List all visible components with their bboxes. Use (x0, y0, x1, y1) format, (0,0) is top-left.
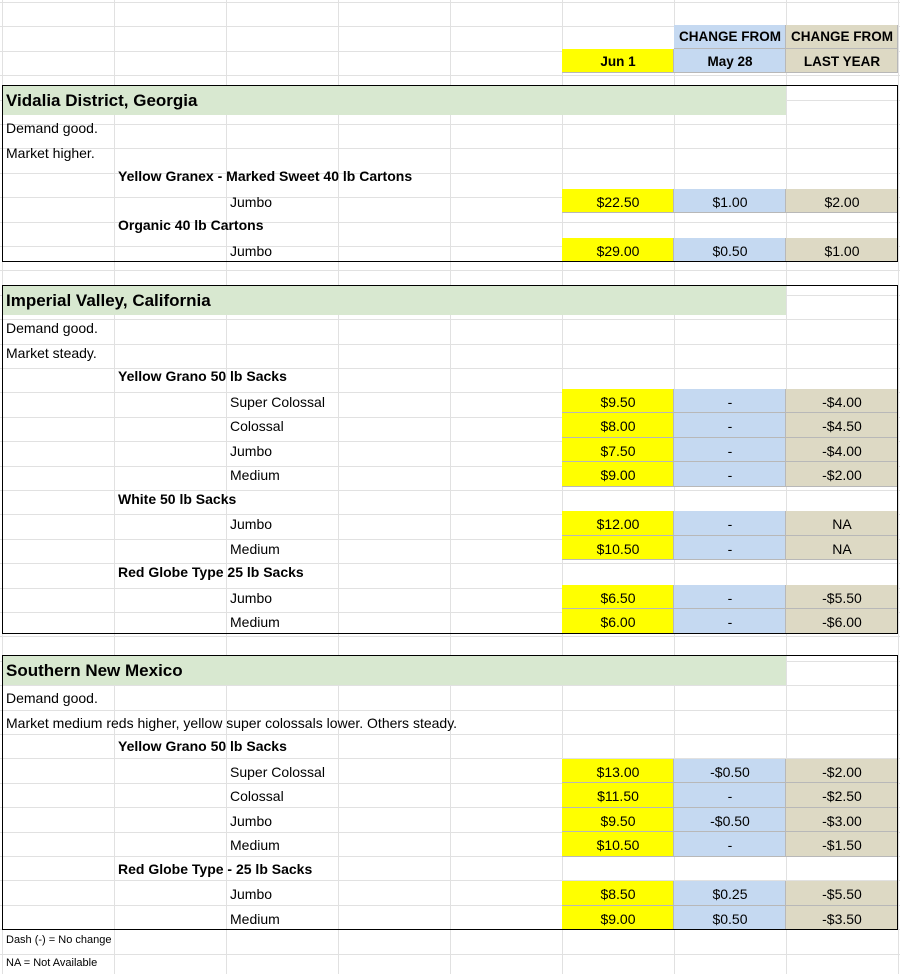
current-price: $13.00 (596, 763, 640, 780)
current-price: $9.50 (600, 812, 636, 829)
change-from-prev: - (727, 788, 733, 804)
market-note: Market steady. (6, 344, 97, 361)
change-from-prev: - (727, 467, 733, 483)
current-price: $8.00 (600, 418, 636, 434)
size-label: Jumbo (230, 886, 273, 902)
change-from-last-year: -$3.00 (822, 812, 862, 829)
header-change-prev-line2: May 28 (707, 54, 753, 69)
gridline-vertical (898, 0, 899, 974)
current-price: $29.00 (596, 242, 640, 259)
change-from-prev: -$0.50 (710, 763, 750, 780)
market-note: Demand good. (6, 120, 98, 136)
size-label: Medium (230, 467, 280, 483)
commodity-group-name: Organic 40 lb Cartons (118, 217, 264, 233)
footnote: Dash (-) = No change (6, 934, 112, 946)
current-price: $6.00 (600, 614, 636, 630)
current-price: $9.50 (600, 393, 636, 410)
change-from-prev: $0.50 (712, 910, 748, 927)
change-from-last-year: NA (832, 516, 852, 532)
commodity-group-name: Red Globe Type - 25 lb Sacks (118, 860, 313, 877)
current-price: $22.50 (596, 193, 640, 210)
size-label: Super Colossal (230, 763, 325, 780)
change-from-last-year: -$5.50 (822, 886, 862, 902)
commodity-group-name: Yellow Granex - Marked Sweet 40 lb Cartons (118, 168, 413, 184)
size-label: Jumbo (230, 812, 273, 829)
current-price: $6.50 (600, 589, 636, 606)
size-label: Super Colossal (230, 393, 325, 410)
change-from-last-year: $1.00 (824, 242, 860, 259)
header-current-date: Jun 1 (600, 54, 636, 69)
change-from-prev: - (727, 614, 733, 630)
change-from-prev: - (727, 516, 733, 532)
current-price: $9.00 (600, 910, 636, 927)
change-from-last-year: -$4.50 (822, 418, 862, 434)
commodity-group-name: Red Globe Type 25 lb Sacks (118, 564, 304, 580)
change-from-last-year: -$4.00 (822, 442, 862, 459)
current-price: $12.00 (596, 516, 640, 532)
region-title: Imperial Valley, California (6, 291, 211, 310)
current-price: $7.50 (600, 442, 636, 459)
region-block-border (2, 85, 898, 262)
size-label: Colossal (230, 788, 284, 804)
size-label: Jumbo (230, 193, 273, 210)
commodity-group-name: Yellow Grano 50 lb Sacks (118, 738, 287, 754)
change-from-last-year: -$2.50 (822, 788, 862, 804)
region-title: Southern New Mexico (6, 661, 183, 680)
size-label: Jumbo (230, 516, 273, 532)
size-label: Jumbo (230, 242, 273, 259)
current-price: $10.50 (596, 837, 640, 853)
change-from-prev: $0.50 (712, 242, 748, 259)
current-price: $9.00 (600, 467, 636, 483)
change-from-prev: $0.25 (712, 886, 748, 902)
size-label: Medium (230, 910, 280, 927)
change-from-prev: $1.00 (712, 193, 748, 210)
footnote: NA = Not Available (6, 957, 98, 969)
header-change-year-line1: CHANGE FROM (791, 29, 893, 44)
region-block-border (2, 285, 898, 634)
change-from-prev: - (727, 442, 733, 459)
commodity-group-name: Yellow Grano 50 lb Sacks (118, 368, 287, 384)
change-from-last-year: $2.00 (824, 193, 860, 210)
header-change-prev-line1: CHANGE FROM (679, 29, 781, 44)
size-label: Jumbo (230, 589, 273, 606)
change-from-last-year: -$5.50 (822, 589, 862, 606)
change-from-last-year: -$3.50 (822, 910, 862, 927)
change-from-last-year: -$1.50 (822, 837, 862, 853)
market-note: Market higher. (6, 144, 95, 161)
size-label: Medium (230, 837, 280, 853)
size-label: Medium (230, 540, 280, 557)
market-note: Demand good. (6, 320, 98, 336)
change-from-last-year: NA (832, 540, 852, 557)
change-from-last-year: -$2.00 (822, 467, 862, 483)
region-title: Vidalia District, Georgia (6, 91, 198, 110)
current-price: $11.50 (597, 788, 639, 804)
size-label: Medium (230, 614, 280, 630)
market-note: Demand good. (6, 690, 98, 706)
size-label: Colossal (230, 418, 284, 434)
current-price: $10.50 (596, 540, 640, 557)
change-from-last-year: -$6.00 (822, 614, 862, 630)
change-from-prev: - (727, 837, 733, 853)
current-price: $8.50 (600, 886, 636, 902)
change-from-prev: -$0.50 (710, 812, 750, 829)
header-change-year-line2: LAST YEAR (803, 54, 881, 69)
size-label: Jumbo (230, 442, 273, 459)
change-from-prev: - (727, 589, 733, 606)
change-from-prev: - (727, 393, 733, 410)
commodity-group-name: White 50 lb Sacks (118, 490, 237, 507)
change-from-prev: - (727, 418, 733, 434)
change-from-prev: - (727, 540, 733, 557)
region-block-border (2, 655, 898, 930)
change-from-last-year: -$4.00 (822, 393, 862, 410)
market-note: Market medium reds higher, yellow super colossals lower. Others steady. (6, 714, 458, 731)
change-from-last-year: -$2.00 (822, 763, 862, 780)
